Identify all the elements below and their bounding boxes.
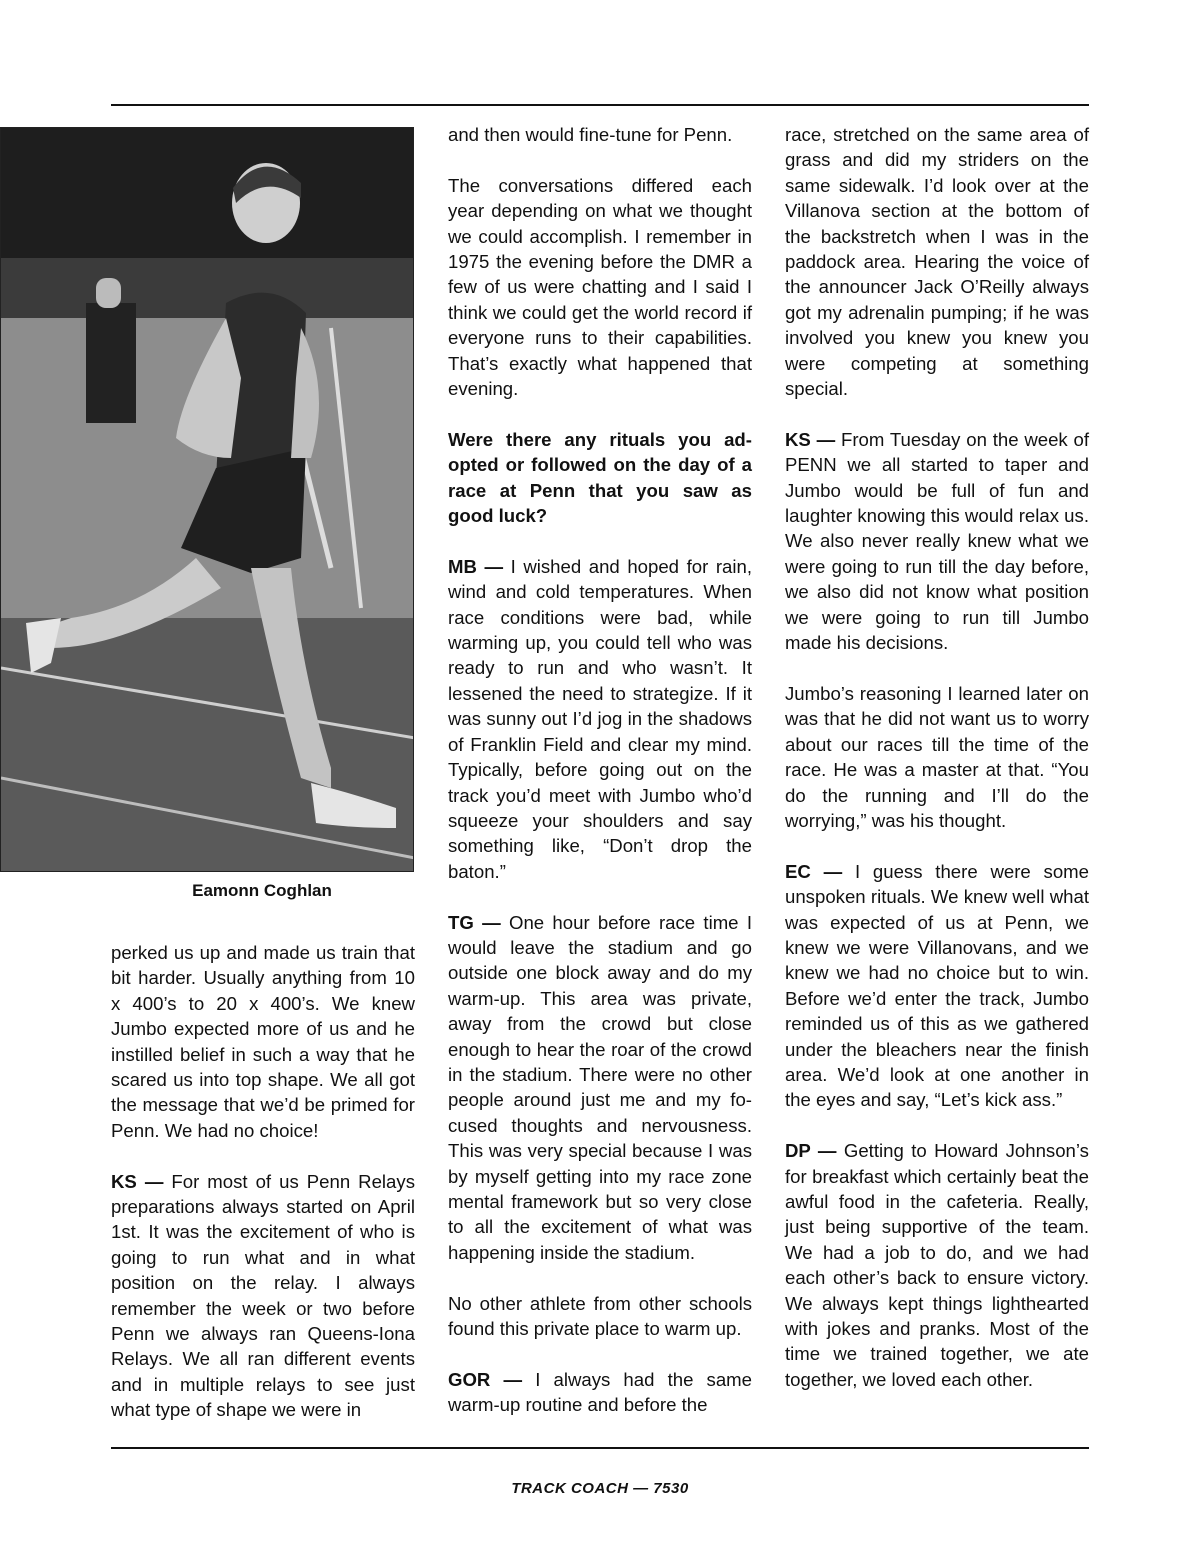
- interview-answer: [111, 1169, 415, 1423]
- runner-photo: [0, 127, 414, 872]
- column-3: [785, 122, 1089, 1392]
- speaker-label: KS —: [111, 1170, 164, 1192]
- speaker-label: MB —: [448, 555, 504, 577]
- column-1: [111, 940, 415, 1423]
- body-paragraph: race, stretched on the same area of grass and did my striders on the same sidewalk. I’d look over at the Villanova section at the bottom of the backstretch when I was in the paddock area. Hearing the voice of the announcer Jack O’Reilly always got my adrenalin pumping; if he was involved you knew you knew you were competing at something special.: [785, 124, 1089, 400]
- speaker-label: TG —: [448, 911, 501, 933]
- answer-text: I always had the same warm-up routine and before the: [448, 1368, 752, 1416]
- interview-answer: [448, 554, 752, 884]
- body-paragraph: Jumbo’s reasoning I learned later on was that he did not want us to worry about our races till the time of the race. He was a master at that. “You do the running and I’ll do the worrying,” was his thought.: [785, 682, 1089, 831]
- answer-text: Getting to Howard Johnson’s for breakfast which certainly beat the awful food in the cafeteria. Really, just being supportive of the team. We had a job to do, and we had each other’s back to ensure victory. We always kept things lighthearted with jokes and pranks. Most of the time we trained together, we ate together, we loved each other.: [785, 1140, 1089, 1390]
- speaker-label: EC —: [785, 860, 843, 882]
- answer-text: I guess there were some unspoken rituals. We knew well what was expected of us at Penn, we knew we were Villanovans, and we knew we had no choice but to win. Before we’d enter the track, Jumbo reminded us of this as we gathered under the bleachers near the finish area. We’d look at one another in the eyes and say, “Let’s kick ass.”: [785, 860, 1089, 1111]
- body-paragraph: and then would fine-tune for Penn.: [448, 124, 733, 145]
- top-rule: [111, 104, 1089, 106]
- speaker-label: KS —: [785, 428, 836, 450]
- page-footer: TRACK COACH — 7530: [511, 1480, 689, 1497]
- interview-answer: [785, 859, 1089, 1113]
- body-paragraph: No other athlete from other schools found this private place to warm up.: [448, 1292, 752, 1340]
- runner-illustration: [1, 128, 414, 872]
- speaker-label: DP —: [785, 1140, 837, 1162]
- body-paragraph: perked us up and made us train that bit harder. Usually anything from 10 x 400’s to 20 x 400’s. We knew Jumbo expected more of us and he instilled belief in such a way that he scared us into top shape. We all got the message that we’d be primed for Penn. We had no choice!: [111, 942, 415, 1141]
- answer-text: For most of us Penn Relays preparations always started on April 1st. It was the excitement of who is going to run what and in what position on the relay. I always remember the week or two before Penn we always ran Queens-Iona Relays. We all ran different events and in multiple relays to see just what type of shape we were in: [111, 1170, 415, 1421]
- body-paragraph: The conversations differed each year depending on what we thought we could accomplish. I remember in 1975 the evening before the DMR a few of us were chatting and I said I think we could get the world record if everyone runs to their capabilities. That’s exactly what happened that evening.: [448, 174, 752, 400]
- speaker-label: GOR —: [448, 1368, 523, 1390]
- interview-answer: [785, 427, 1089, 656]
- photo-caption: Eamonn Coghlan: [192, 881, 332, 900]
- answer-text: I wished and hoped for rain, wind and cold temperatures. When race conditions were bad, while warming up, you could tell who was ready to run and who wasn’t. It lessened the need to strategize. If it was sunny out I’d jog in the shadows of Franklin Field and clear my mind. Typically, before going out on the track you’d meet with Jumbo who’d squeeze your shoulders and say something like, “Don’t drop the baton.”: [448, 555, 752, 882]
- interview-question: Were there any rituals you adopted or followed on the day of a race at Penn that you saw as good luck?: [448, 428, 752, 527]
- bottom-rule: [111, 1447, 1089, 1449]
- interview-answer: [448, 1367, 752, 1418]
- interview-answer: [785, 1138, 1089, 1392]
- answer-text: From Tuesday on the week of PENN we all started to taper and Jumbo would be full of fun and laughter knowing this would relax us. We also never really knew what we were going to run till the day before, we also did not know what position we were going to run till Jumbo made his decisions.: [785, 428, 1090, 654]
- answer-text: One hour before race time I would leave the stadium and go outside one block away and do my warm-up. This area was private, away from the crowd but close enough to hear the roar of the crowd in the stadium. There were no other people around just me and my focused thoughts and nervousness. This was very special because I was by myself getting into my race zone mental framework but so very close to all the excitement of what was happening inside the stadium.: [448, 911, 752, 1263]
- interview-answer: [448, 910, 752, 1266]
- column-2: [448, 122, 752, 1418]
